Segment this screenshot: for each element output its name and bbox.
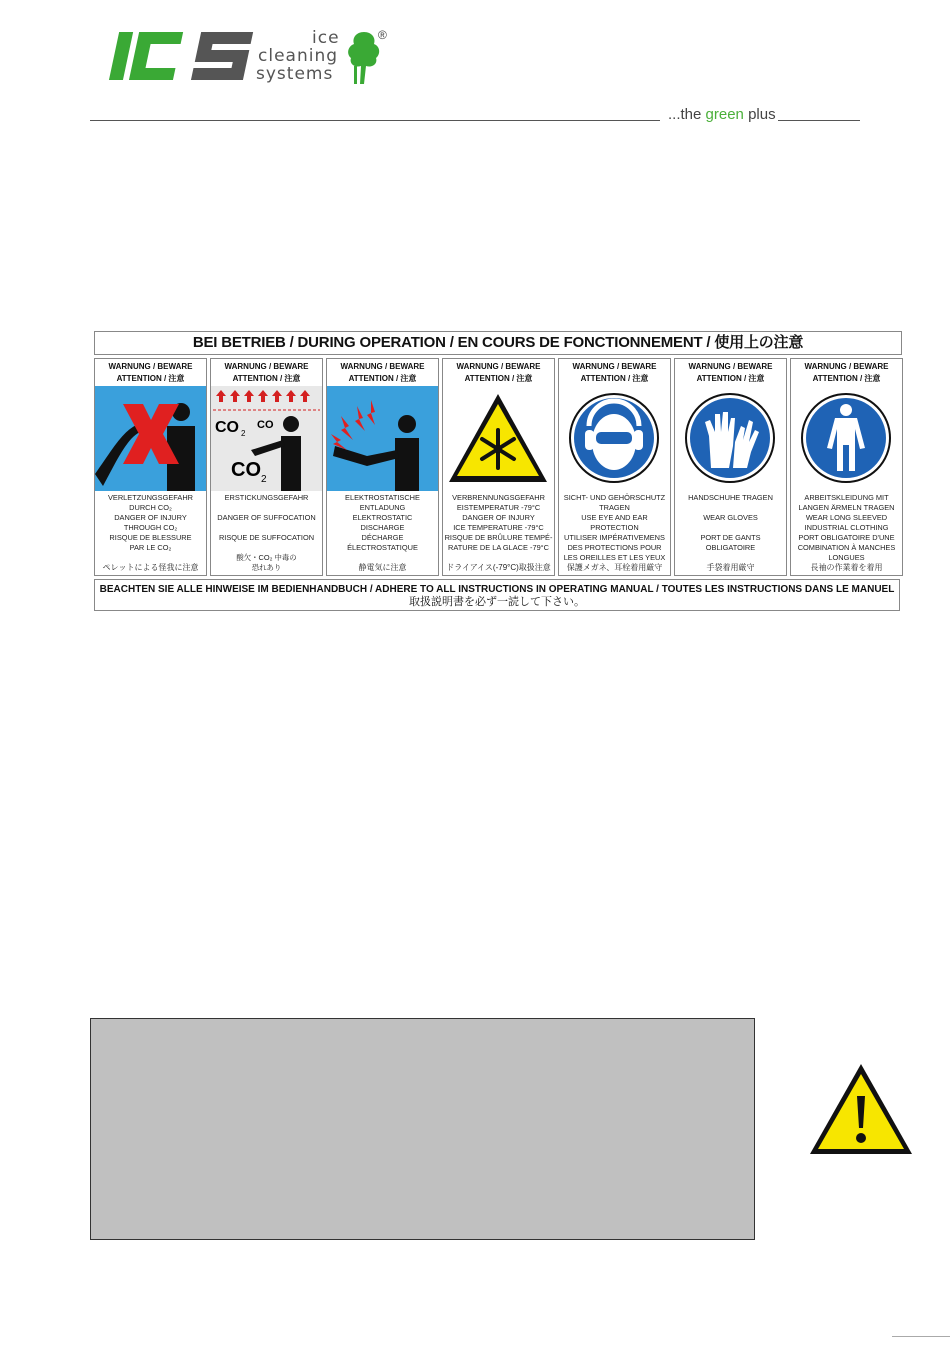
panel-header-line2: ATTENTION / 注意 [696,374,765,383]
panel-header-line1: WARNUNG / BEWARE [224,362,309,371]
panel-header-line2: ATTENTION / 注意 [580,374,649,383]
warning-triangle-icon [808,1062,914,1158]
panel-line: USE EYE AND EAR [581,513,648,522]
panel-jp: 保護メガネ、耳栓着用厳守 [566,563,663,572]
panel-jp: 長袖の作業着を着用 [810,563,883,572]
panel-header-line2: ATTENTION / 注意 [464,374,533,383]
tagline-prefix: ...the [668,106,706,123]
panel-jp: ペレットによる怪我に注意 [102,563,199,572]
suffocation-co2-icon [211,386,322,491]
panel-line [675,503,786,513]
panel-header-line1: WARNUNG / BEWARE [108,362,193,371]
panel-line: SICHT- UND GEHÖRSCHUTZ [563,493,666,502]
panel-line: LONGUES [828,553,865,562]
svg-text:CO: CO [257,419,274,431]
footer-line2: 取扱説明書を必ず一読して下さい。 [409,596,585,608]
panel-line: HANDSCHUHE TRAGEN [688,493,773,502]
panel-line: DES PROTECTIONS POUR [567,543,662,552]
panel-line: INDUSTRIAL CLOTHING [804,523,889,532]
svg-text:CO: CO [215,419,239,436]
panel-line: 酸欠・CO₂ 中毒の [236,553,297,562]
safety-label-footer [94,579,900,611]
panel-line: RISQUE DE BRÛLURE TEMPÉ- [444,533,553,542]
ics-logo [106,28,406,92]
panel-header-line2: ATTENTION / 注意 [232,374,301,383]
page-footer-rule [892,1336,950,1337]
panel-eye-ear [558,358,671,576]
panel-line [211,543,322,553]
panel-text [327,493,438,553]
panel-text [791,493,902,563]
panel-line: LES OREILLES ET LES YEUX [563,553,666,562]
panel-line: WEAR GLOVES [703,513,758,522]
panel-line: TRAGEN [599,503,630,512]
svg-text:2: 2 [261,474,267,485]
panel-line: VERLETZUNGSGEFAHR [107,493,193,502]
panel-electrostatic [326,358,439,576]
panel-line: THROUGH CO₂ [123,523,178,532]
injury-spray-icon [95,386,206,491]
panel-header-line2: ATTENTION / 注意 [116,374,185,383]
header-rule-left [90,120,660,121]
eye-ear-protection-icon [559,386,670,491]
panel-header [211,361,322,385]
panel-suffocation [210,358,323,576]
panel-line: PAR LE CO₂ [129,543,172,552]
panel-header [443,361,554,385]
panel-line: DANGER OF INJURY [462,513,535,522]
logo-word-systems: systems [256,64,334,84]
panel-line: LANGEN ÄRMELN TRAGEN [798,503,895,512]
registered-mark: ® [378,28,387,42]
panel-injury [94,358,207,576]
panel-line: UTILISER IMPÉRATIVEMENS [564,533,665,542]
tagline-suffix: plus [743,106,776,123]
panel-line: WEAR LONG SLEEVED [805,513,888,522]
electrostatic-discharge-icon [327,386,438,491]
panel-line: DANGER OF SUFFOCATION [217,513,316,522]
panel-line: OBLIGATOIRE [705,543,756,552]
svg-text:CO: CO [231,459,261,481]
tree-icon [346,30,382,86]
panel-line: ICE TEMPERATURE -79°C [453,523,544,532]
panel-header-line2: ATTENTION / 注意 [348,374,417,383]
panel-text [675,493,786,553]
panel-header [559,361,670,385]
logo-word-cleaning: cleaning [258,46,339,66]
panel-header [791,361,902,385]
panel-jp: 静電気に注意 [358,563,407,572]
panel-line [211,503,322,513]
panel-line: VERBRENNUNGSGEFAHR [452,493,545,502]
panel-line: ARBEITSKLEIDUNG MIT [804,493,889,502]
cold-temperature-icon [443,386,554,491]
panel-text [211,493,322,573]
panel-header-line1: WARNUNG / BEWARE [572,362,657,371]
panel-gloves [674,358,787,576]
panel-text [95,493,206,553]
panel-header [95,361,206,385]
panel-cold [442,358,555,576]
panel-line: RISQUE DE SUFFOCATION [218,533,315,542]
panel-line: DÉCHARGE [361,533,404,542]
logo-word-ice: ice [312,28,340,48]
panel-line: DURCH CO₂ [129,503,172,512]
panel-line: 恐れあり [251,563,282,572]
panel-jp: 手袋着用厳守 [706,563,755,572]
panel-line: PORT OBLIGATOIRE D'UNE [798,533,895,542]
panel-clothing [790,358,903,576]
panel-text [443,493,554,553]
panel-header-line1: WARNUNG / BEWARE [456,362,541,371]
panel-jp: ドライアイス(-79°C)取扱注意 [446,563,551,572]
panel-line: COMBINATION À MANCHES [797,543,896,552]
panel-header-line1: WARNUNG / BEWARE [804,362,889,371]
panel-line: PROTECTION [590,523,639,532]
ics-logo-mark [106,28,256,84]
panel-header-line1: WARNUNG / BEWARE [340,362,425,371]
panel-line: ÉLECTROSTATIQUE [347,543,418,552]
note-box [90,1018,755,1240]
panel-line: ENTLADUNG [359,503,406,512]
gloves-icon [675,386,786,491]
safety-label [94,331,902,613]
safety-label-title: BEI BETRIEB / DURING OPERATION / EN COURS DE FONCTIONNEMENT / 使用上の注意 [94,331,902,355]
panel-line [211,523,322,533]
panel-line: ELEKTROSTATISCHE [345,493,420,502]
panel-header [327,361,438,385]
footer-line1: BEACHTEN SIE ALLE HINWEISE IM BEDIENHANDBUCH / ADHERE TO ALL INSTRUCTIONS IN OPERATING MANUAL / TOUTES LES INSTRUCTIONS DANS LE MANUEL [99,584,895,595]
tagline [668,106,776,123]
panel-header-line2: ATTENTION / 注意 [812,374,881,383]
svg-text:2: 2 [241,429,246,438]
panel-line: PORT DE GANTS [700,533,761,542]
panel-line: DISCHARGE [360,523,405,532]
panel-header [675,361,786,385]
tagline-green: green [705,106,744,123]
protective-clothing-icon [791,386,902,491]
panel-line: DANGER OF INJURY [114,513,187,522]
panel-line: RISQUE DE BLESSURE [109,533,192,542]
panel-header-line1: WARNUNG / BEWARE [688,362,773,371]
panel-line [675,523,786,533]
panel-text [559,493,670,563]
panel-line: ELEKTROSTATIC [352,513,413,522]
panel-line: ERSTICKUNGSGEFAHR [224,493,309,502]
panel-line: RATURE DE LA GLACE -79°C [448,543,549,552]
panel-line: EISTEMPERATUR -79°C [456,503,541,512]
header-rule-right [778,120,860,121]
